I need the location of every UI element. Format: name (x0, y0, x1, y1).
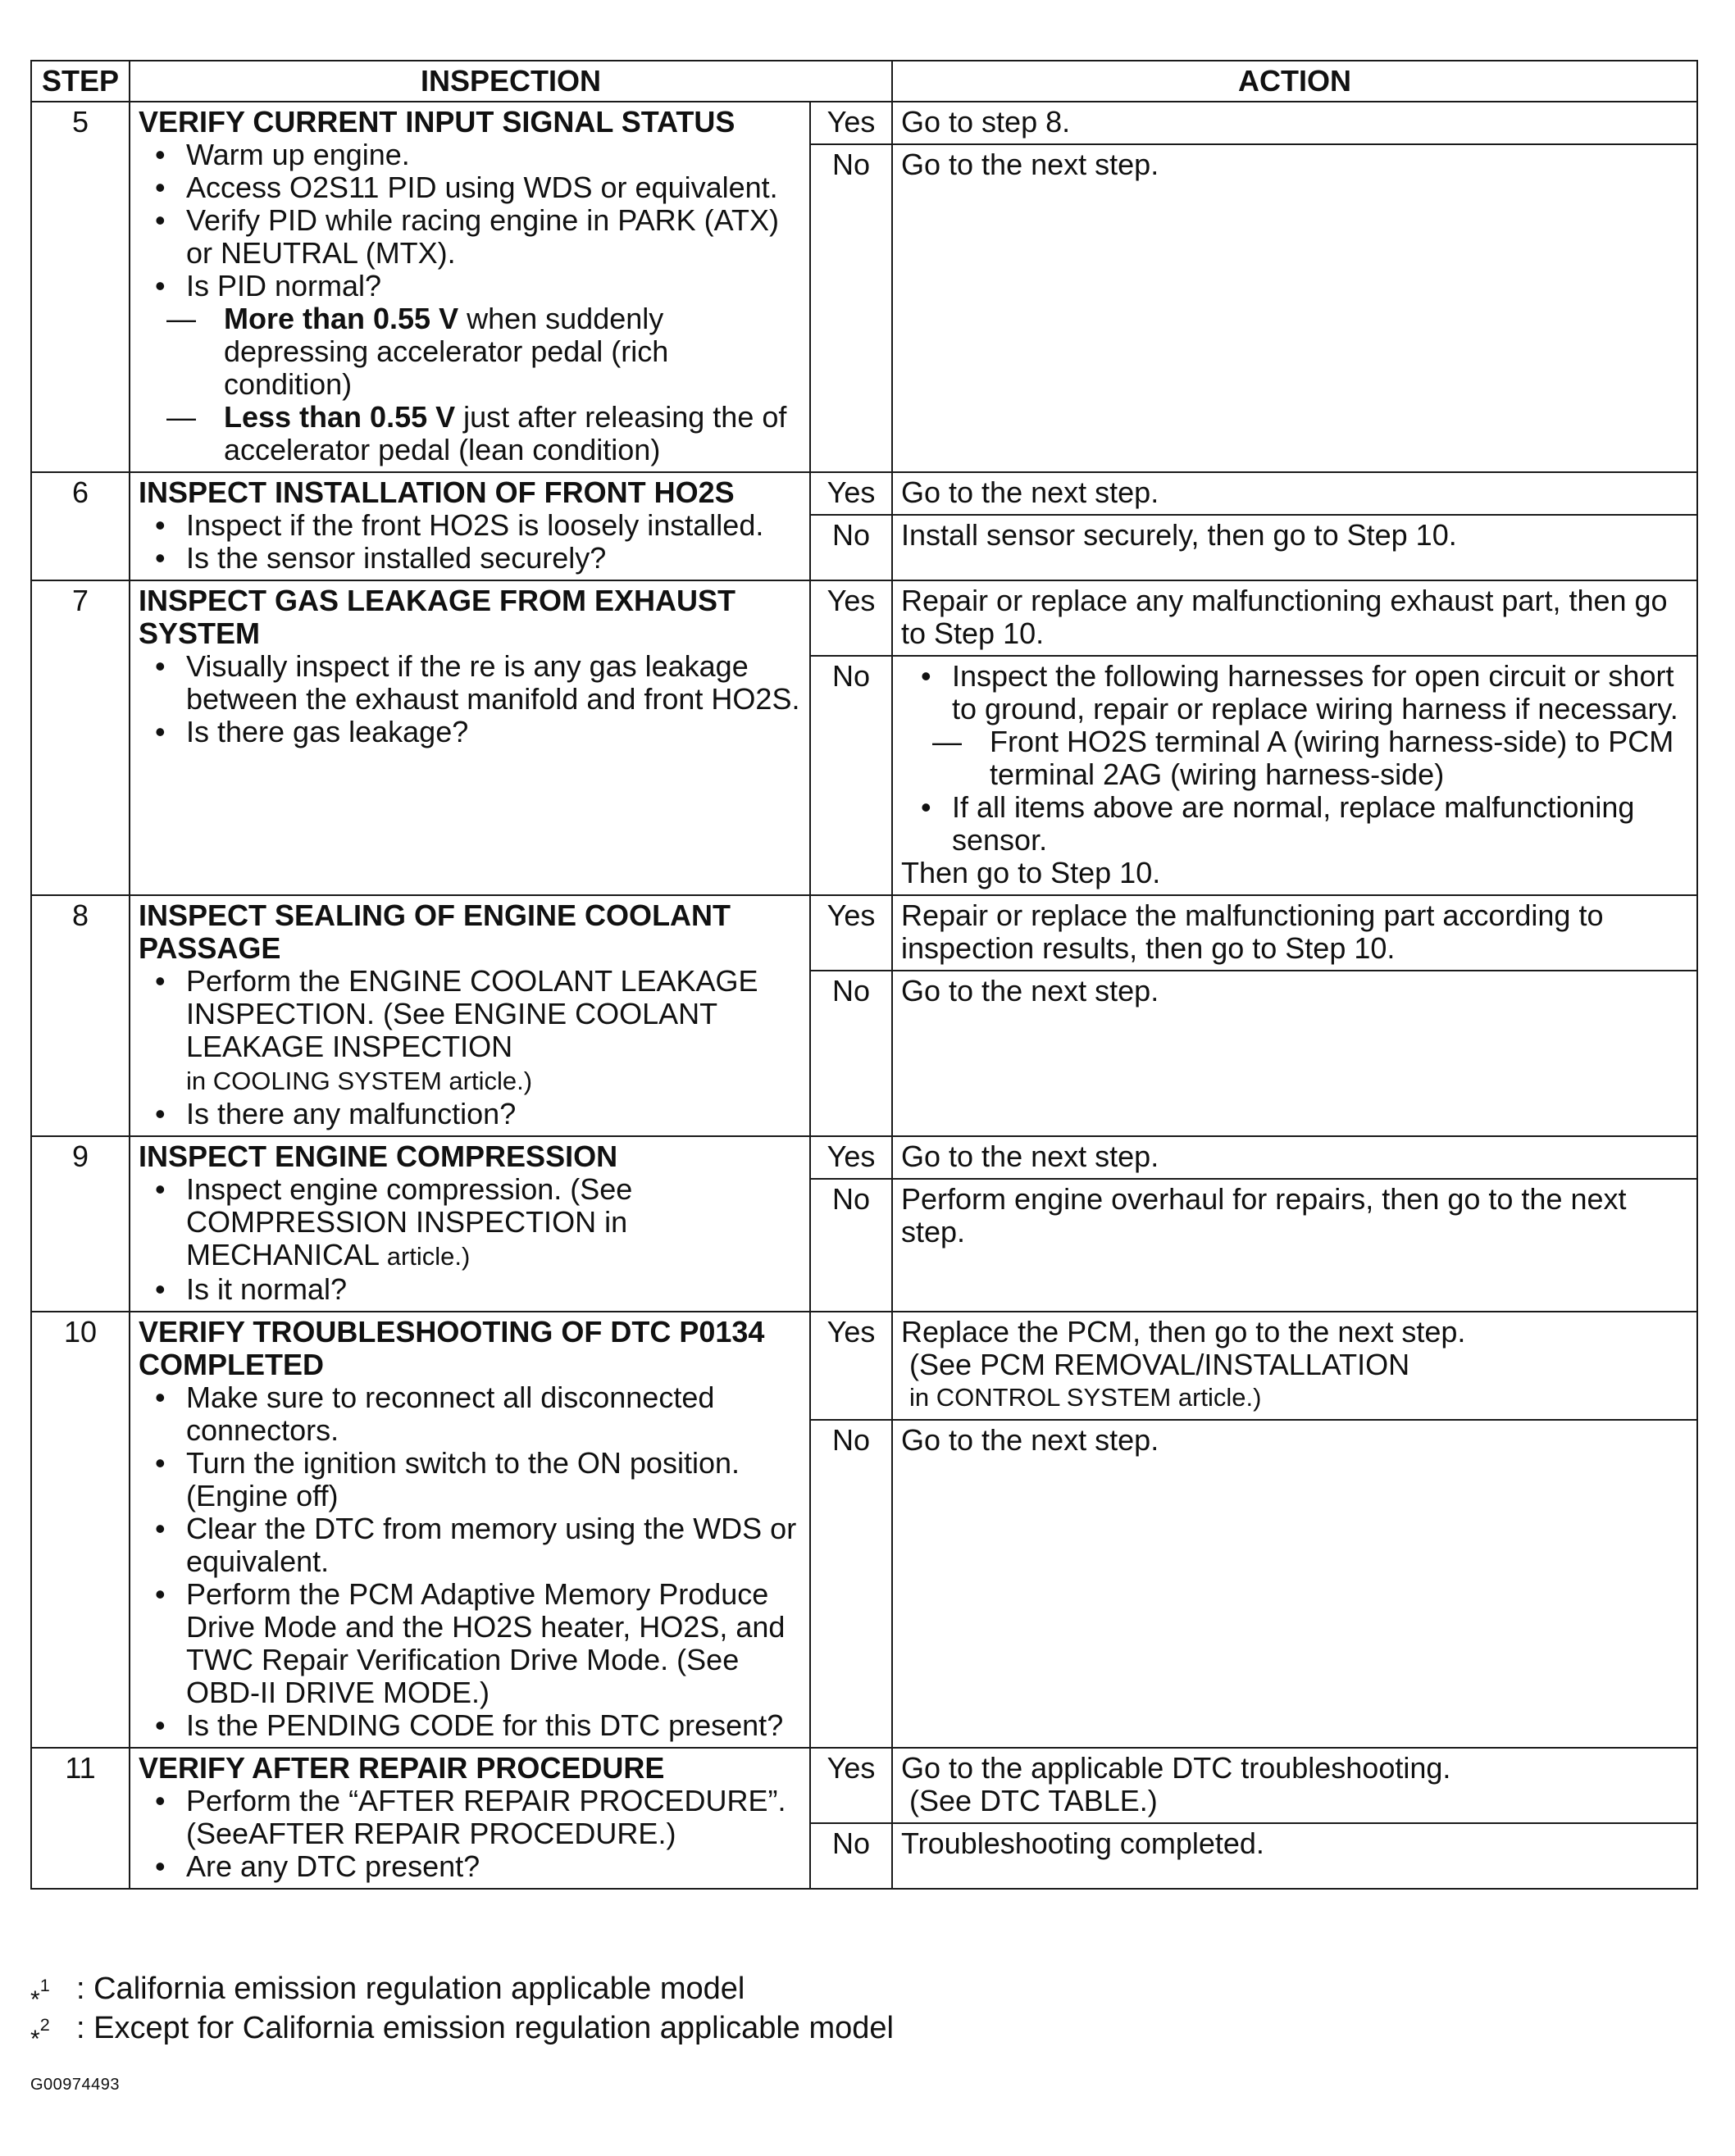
action-ref-small: in CONTROL SYSTEM article.) (909, 1383, 1262, 1412)
inspection-bullet: • Is the PENDING CODE for this DTC present? (186, 1709, 801, 1742)
footnote-star: * (30, 2025, 40, 2053)
inspection-bullet (186, 270, 801, 466)
action-sub-item: — Front HO2S terminal A (wiring harness-side) to PCM terminal 2AG (wiring harness-side) (932, 725, 1688, 791)
inspection-bullet-text: Perform the ENGINE COOLANT LEAKAGE INSPECTION. (See ENGINE COOLANT LEAKAGE INSPECTION (186, 964, 758, 1063)
footnote-text: : California emission regulation applicable model (76, 1972, 745, 2006)
sub-item-text: when suddenly depressing accelerator pedal (rich condition) (224, 302, 669, 401)
action-bullet: • If all items above are normal, replace malfunctioning sensor. (952, 791, 1688, 857)
inspection-title: INSPECT ENGINE COMPRESSION (139, 1139, 618, 1173)
inspection-bullet: • Clear the DTC from memory using the WDS or equivalent. (186, 1512, 801, 1578)
table-row (31, 1136, 1697, 1179)
table-row (31, 1748, 1697, 1823)
inspection-title: VERIFY CURRENT INPUT SIGNAL STATUS (139, 105, 735, 139)
inspection-cell (130, 580, 810, 895)
action-ref: (See DTC TABLE.) (909, 1784, 1158, 1817)
header-inspection: INSPECTION (130, 61, 892, 102)
yes-label: Yes (810, 1748, 892, 1823)
inspection-bullet: • Warm up engine. (186, 139, 801, 171)
inspection-bullet-ref: in COOLING SYSTEM article.) (186, 1067, 533, 1095)
no-label: No (810, 1420, 892, 1748)
footnote-text: : Except for California emission regulation applicable model (76, 2011, 894, 2045)
table-row (31, 580, 1697, 656)
inspection-bullet: • Is there gas leakage? (186, 716, 801, 748)
footnote (30, 1969, 894, 2013)
header-action: ACTION (892, 61, 1697, 102)
inspection-bullet: • Is it normal? (186, 1273, 801, 1306)
no-action: Troubleshooting completed. (892, 1823, 1697, 1889)
footnote-star: * (30, 1985, 40, 2013)
action-ref: (See PCM REMOVAL/INSTALLATION (909, 1348, 1410, 1381)
inspection-bullet: • Verify PID while racing engine in PARK (ATX) or NEUTRAL (MTX). (186, 204, 801, 270)
yes-action: Repair or replace any malfunctioning exhaust part, then go to Step 10. (892, 580, 1697, 656)
sub-item-bold: More than 0.55 V (224, 302, 459, 335)
inspection-bullet-text: Inspect engine compression. (See COMPRESSION INSPECTION in MECHANICAL (186, 1172, 633, 1271)
footnote-number: 1 (39, 1975, 50, 1995)
sub-item-bold: Less than 0.55 V (224, 400, 456, 434)
step-number: 10 (31, 1312, 130, 1748)
inspection-bullet (186, 965, 801, 1098)
yes-label: Yes (810, 472, 892, 515)
yes-label: Yes (810, 1136, 892, 1179)
step-number: 6 (31, 472, 130, 580)
table-header-row (31, 61, 1697, 102)
inspection-cell (130, 1136, 810, 1312)
yes-label: Yes (810, 102, 892, 144)
yes-action (892, 1748, 1697, 1823)
step-number: 9 (31, 1136, 130, 1312)
yes-label: Yes (810, 1312, 892, 1420)
yes-label: Yes (810, 895, 892, 971)
no-action: Perform engine overhaul for repairs, then go to the next step. (892, 1179, 1697, 1312)
no-action: Go to the next step. (892, 1420, 1697, 1748)
inspection-cell (130, 895, 810, 1136)
footnote-mark (30, 2005, 50, 2051)
inspection-bullet: • Visually inspect if the re is any gas leakage between the exhaust manifold and front HO2S. (186, 650, 801, 716)
action-text: Replace the PCM, then go to the next step. (901, 1315, 1466, 1349)
sub-item (166, 302, 801, 401)
no-label: No (810, 1823, 892, 1889)
step-number: 7 (31, 580, 130, 895)
table-row (31, 102, 1697, 144)
yes-action (892, 1312, 1697, 1420)
table-row (31, 472, 1697, 515)
diagnostic-table (30, 60, 1698, 1890)
action-bullet (952, 660, 1688, 791)
header-step: STEP (31, 61, 130, 102)
step-number: 11 (31, 1748, 130, 1889)
inspection-title: INSPECT INSTALLATION OF FRONT HO2S (139, 475, 735, 509)
action-text: Then go to Step 10. (901, 856, 1161, 889)
inspection-bullet: • Inspect if the front HO2S is loosely installed. (186, 509, 801, 542)
no-label: No (810, 971, 892, 1136)
inspection-title: VERIFY AFTER REPAIR PROCEDURE (139, 1751, 665, 1785)
inspection-bullet-text: Is PID normal? (186, 269, 382, 302)
inspection-bullet: • Is the sensor installed securely? (186, 542, 801, 575)
inspection-bullet: • Perform the “AFTER REPAIR PROCEDURE”. (SeeAFTER REPAIR PROCEDURE.) (186, 1785, 801, 1850)
inspection-bullet: • Is there any malfunction? (186, 1098, 801, 1130)
inspection-bullet: • Are any DTC present? (186, 1850, 801, 1883)
figure-id: G00974493 (30, 2076, 121, 2094)
inspection-title: INSPECT GAS LEAKAGE FROM EXHAUST SYSTEM (139, 584, 736, 650)
table-row (31, 895, 1697, 971)
no-action: Go to the next step. (892, 144, 1697, 472)
yes-action: Go to step 8. (892, 102, 1697, 144)
table-row (31, 1312, 1697, 1420)
inspection-bullet: • Turn the ignition switch to the ON position. (Engine off) (186, 1447, 801, 1512)
sub-item (166, 401, 801, 466)
inspection-bullet: • Make sure to reconnect all disconnected connectors. (186, 1381, 801, 1447)
footnotes (30, 1969, 894, 2053)
inspection-cell (130, 102, 810, 472)
step-number: 8 (31, 895, 130, 1136)
yes-action: Repair or replace the malfunctioning part according to inspection results, then go to Step 10. (892, 895, 1697, 971)
inspection-bullet (186, 1173, 801, 1273)
no-label: No (810, 515, 892, 580)
yes-label: Yes (810, 580, 892, 656)
sub-item-text: just after releasing the of accelerator pedal (lean condition) (224, 400, 787, 466)
no-label: No (810, 656, 892, 895)
inspection-bullet-ref: article.) (386, 1242, 471, 1271)
step-number: 5 (31, 102, 130, 472)
yes-action: Go to the next step. (892, 1136, 1697, 1179)
no-action: Install sensor securely, then go to Step 10. (892, 515, 1697, 580)
inspection-bullet: • Access O2S11 PID using WDS or equivalent. (186, 171, 801, 204)
footnote (30, 2008, 894, 2053)
inspection-title: INSPECT SEALING OF ENGINE COOLANT PASSAGE (139, 898, 731, 965)
no-label: No (810, 1179, 892, 1312)
no-action (892, 656, 1697, 895)
yes-action: Go to the next step. (892, 472, 1697, 515)
inspection-cell (130, 1748, 810, 1889)
no-action: Go to the next step. (892, 971, 1697, 1136)
inspection-bullet: • Perform the PCM Adaptive Memory Produce Drive Mode and the HO2S heater, HO2S, and TWC Repair Verification Drive Mode. (See OBD-II DRIVE MODE.) (186, 1578, 801, 1709)
footnote-number: 2 (39, 2014, 50, 2035)
action-bullet-text: Inspect the following harnesses for open circuit or short to ground, repair or replace wiring harness if necessary. (952, 659, 1678, 725)
inspection-title: VERIFY TROUBLESHOOTING OF DTC P0134 COMPLETED (139, 1315, 765, 1381)
no-label: No (810, 144, 892, 472)
inspection-cell (130, 472, 810, 580)
action-text: Go to the applicable DTC troubleshooting. (901, 1751, 1451, 1785)
inspection-cell (130, 1312, 810, 1748)
